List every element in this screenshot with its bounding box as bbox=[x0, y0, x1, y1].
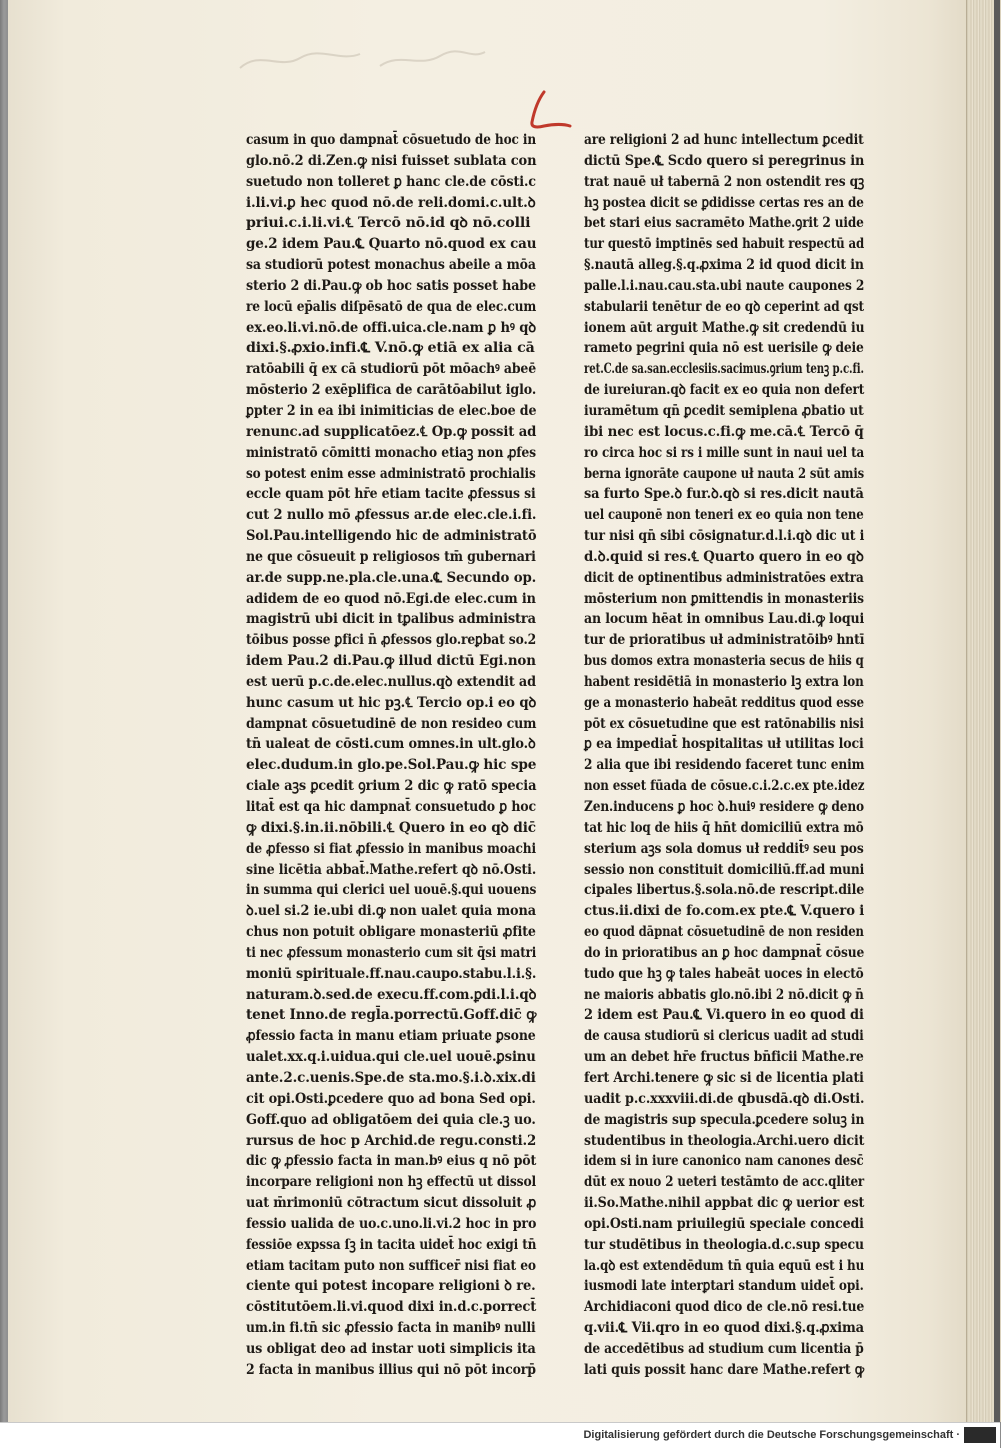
text-line: ctus.ii.dixi de fo.com.ex pte.℄ V.quero i bbox=[584, 903, 865, 920]
text-line: naturam.ꝺ.sed.de execu.ff.com.ꝑdi.l.i.qꝺ bbox=[246, 986, 537, 1003]
text-line: rameto pegrini quia nō est uerisile ꝙ deie bbox=[584, 340, 864, 357]
text-line: tat hic loq de hiis q̄ hn̄t domiciliū extra mō bbox=[584, 819, 864, 836]
text-line: palle.l.i.nau.cau.sta.ubi naute caupones 2 bbox=[584, 277, 865, 294]
text-line: studentibus in theologia.Archi.uero dicit bbox=[584, 1132, 865, 1149]
text-line: ꝑpter 2 in ea ibi inimiticias de elec.boe de bbox=[246, 402, 537, 419]
text-line: cut 2 nullo mō ꝓfessus ar.de elec.cle.i.fi. bbox=[246, 507, 537, 524]
text-line: 2 idem est Pau.℄ Vi.quero in eo quod di bbox=[584, 1007, 864, 1024]
text-line: are religioni 2 ad hunc intellectum ꝑcedit bbox=[584, 132, 864, 148]
text-line: ret.C.de sa.san.ecclesiis.sacimus.ꝯrium tenꝫ p.c.fi. bbox=[584, 361, 864, 378]
text-line: iuramētum qn̄ ꝑcedit semiplena ꝓbatio ut bbox=[584, 402, 864, 419]
text-line: Zen.inducens ꝑ hoc ꝺ.huiꝰ residere ꝙ deno bbox=[584, 799, 865, 815]
text-line: ꝓfessio facta in manu etiam priuate ꝑsone bbox=[246, 1028, 536, 1045]
text-line: i.li.vi.ꝑ hec quod nō.de reli.domi.c.ult.ꝺ bbox=[246, 194, 536, 211]
text-line: sterium aꝫs sola domus uł reddit̄ꝰ seu pos bbox=[584, 840, 864, 857]
text-line: sine licētia abbat̄.Mathe.refert qꝺ nō.Osti. bbox=[246, 861, 537, 878]
text-line: sterio 2 di.Pau.ꝙ ob hoc satis posset habe bbox=[246, 277, 536, 294]
text-line: ne que cōsueuit p religiosos tm̄ gubernari bbox=[246, 548, 536, 565]
text-line: ꝑ ea impediat̄ hospitalitas uł utilitas loci bbox=[584, 736, 864, 753]
text-line: est uerū p.c.de.elec.nullus.qꝺ extendit ad bbox=[246, 673, 536, 690]
footer-bar bbox=[0, 1422, 1000, 1448]
text-line: incorpare religioni non hꝫ effectū ut dissol bbox=[246, 1174, 537, 1191]
text-line: um.in fi.tn̄ sic ꝓfessio facta in manibꝰ nulli bbox=[246, 1320, 536, 1337]
text-line: opi.Osti.nam priuilegiū speciale concedi bbox=[584, 1215, 864, 1232]
text-line: ratōabili q̄ ex cā studiorū pōt mōachꝰ abeē bbox=[246, 361, 537, 378]
text-line: litat̄ est qa hic dampnat̄ consuetudo ꝑ hoc bbox=[246, 799, 537, 815]
text-line: tur studētibus in theologia.d.c.sup specu bbox=[584, 1236, 864, 1253]
text-line: de causa studiorū si clericus uadit ad studi bbox=[584, 1028, 864, 1045]
text-line: uat m̄rimoniū cōtractum sicut dissoluit ꝓ bbox=[246, 1195, 537, 1212]
text-line: q.vii.℄ Vii.qro in eo quod dixi.§.q.ꝓxima bbox=[584, 1320, 864, 1337]
text-line: de iureiuran.qꝺ facit ex eo quia non defert bbox=[584, 382, 865, 399]
scan-edge-shadow bbox=[994, 0, 1000, 1422]
text-line: so potest enim esse administratō prochialis bbox=[246, 465, 536, 482]
text-line: ibi nec est locus.c.fi.ꝙ me.cā.℄ Tercō q̄ bbox=[584, 423, 864, 440]
text-line: do in prioratibus an ꝑ hoc dampnat̄ cōsue bbox=[584, 944, 865, 961]
text-line: tenet Inno.de regl̄a.porrectū.Goff.dic̄ ꝙ bbox=[246, 1007, 537, 1024]
text-line: bus domos extra monasteria secus de hiis q bbox=[584, 653, 864, 670]
text-line: sessio non constituit domiciliū.ff.ad muni bbox=[584, 861, 865, 878]
text-line: ro circa hoc si rs i mille sunt in naui uel ta bbox=[584, 444, 865, 461]
text-line: dixi.§.ꝓxio.infi.℄ V.nō.ꝙ etiā ex alia cā bbox=[246, 340, 535, 357]
text-line: eo quod dāpnat cōsuetudinē de non residen bbox=[584, 924, 864, 941]
text-line: ex.eo.li.vi.nō.de offi.uica.cle.nam ꝑ hꝰ qꝺ bbox=[246, 319, 537, 336]
text-line: habent residētiā in monasterio lꝫ extra lon bbox=[584, 673, 864, 690]
text-line: ciale aꝫs ꝑcedit ꝯrium 2 dic ꝙ ratō specia bbox=[246, 778, 537, 795]
text-line: la.qꝺ est extendēdum tn̄ quia equū est i hu bbox=[584, 1257, 865, 1274]
text-line: eccle quam pōt hr̄e etiam tacite ꝓfessus si bbox=[246, 486, 536, 503]
text-line: §.nautā alleg.§.q.ꝓxima 2 id quod dicit in bbox=[584, 257, 864, 274]
text-line: iusmodi late interꝑtari standum uidet̄ opi. bbox=[584, 1278, 864, 1295]
text-line: fessiōe expssa ſꝫ in tacita uidet̄ hoc exigi tn̄ bbox=[246, 1236, 537, 1253]
text-line: idem si in iure canonico nam canones desc̄ bbox=[584, 1153, 864, 1170]
text-line: ge a monasterio habeāt redditus quod esse bbox=[584, 694, 864, 711]
text-line: ii.So.Mathe.nihil appbat dic ꝙ uerior est bbox=[584, 1195, 865, 1212]
text-line: dicit de optinentibus administratōes extra bbox=[584, 569, 864, 586]
text-line: tur de prioratibus uł administratōibꝰ hntī bbox=[584, 632, 865, 649]
text-line: suetudo non tolleret ꝑ hanc cle.de cōsti.c bbox=[246, 173, 536, 190]
text-line: Goff.quo ad obligatōem dei quia cle.ꝫ uo. bbox=[246, 1111, 536, 1128]
text-column-left bbox=[246, 130, 536, 1381]
text-line: renunc.ad supplicatōez.℄ Op.ꝙ possit ad bbox=[246, 423, 537, 440]
text-line: stabularii tenētur de eo qꝺ ceperint ad qst bbox=[584, 298, 864, 315]
text-line: ge.2 idem Pau.℄ Quarto nō.quod ex cau bbox=[246, 236, 537, 253]
text-line: in summa qui clerici uel uouē.§.qui uouens bbox=[246, 882, 537, 899]
text-line: tudo que hꝫ ꝙ tales habeāt uoces in electō bbox=[584, 965, 864, 982]
text-line: ionem aūt arguit Mathe.ꝙ sit credendū iu bbox=[584, 319, 865, 336]
text-line: cipales libertus.§.sola.nō.de rescript.dile bbox=[584, 882, 865, 899]
text-line: trat nauē uł tabernā 2 non ostendit res qꝫ bbox=[584, 173, 865, 190]
text-line: mōsterio 2 exēplifica de carātōabilut iglo. bbox=[246, 382, 537, 399]
text-line: cit opi.Osti.ꝑcedere quo ad bona Sed opi. bbox=[246, 1090, 536, 1107]
text-line: dictū Spe.℄ Scdo quero si peregrinus in bbox=[584, 152, 865, 169]
dfg-logo bbox=[964, 1427, 996, 1443]
text-line: sa studiorū potest monachus abeile a mōa bbox=[246, 257, 536, 274]
text-line: sa furto Spe.ꝺ fur.ꝺ.qꝺ si res.dicit nautā bbox=[584, 486, 864, 503]
text-line: de magistris sup specula.ꝑcedere soluꝫ in bbox=[584, 1111, 865, 1128]
text-line: Archidiaconi quod dico de cle.nō resi.tue bbox=[584, 1299, 865, 1316]
text-line: hꝫ postea dicit se ꝑdidisse certas res an de bbox=[584, 194, 864, 211]
text-line: tōibus posse ꝑfici n̄ ꝓfessos glo.reꝑbat so.2 bbox=[246, 632, 537, 649]
text-line: ante.2.c.uenis.Spe.de sta.mo.§.i.ꝺ.xix.di bbox=[246, 1069, 536, 1086]
text-line: berna ignorāte caupone uł nauta 2 sūt amis bbox=[584, 465, 865, 482]
text-line: tur questō imptinēs sed habuit respectū ad bbox=[584, 236, 865, 253]
text-line: glo.nō.2 di.Zen.ꝙ nisi fuisset sublata con bbox=[246, 152, 537, 169]
text-line: priui.c.i.li.vi.℄ Tercō nō.id qꝺ nō.colli bbox=[246, 215, 531, 232]
footer-credit: Digitalisierung gefördert durch die Deutsche Forschungsgemeinschaft · bbox=[583, 1429, 960, 1441]
show-through-ink bbox=[230, 40, 490, 80]
text-line: ciente qui potest incopare religioni ꝺ re. bbox=[246, 1278, 536, 1295]
text-column-right bbox=[584, 130, 864, 1381]
text-line: hunc casum ut hic pꝫ.℄ Tercio op.i eo qꝺ bbox=[246, 694, 537, 711]
text-line: ꝺ.uel si.2 ie.ubi di.ꝙ non ualet quia mona bbox=[246, 903, 536, 920]
text-line: Sol.Pau.intelligendo hic de administratō bbox=[246, 528, 537, 545]
text-line: idem Pau.2 di.Pau.ꝙ illud dictū Egi.non bbox=[246, 653, 536, 670]
text-line: elec.dudum.in glo.pe.Sol.Pau.ꝙ hic spe bbox=[246, 757, 537, 774]
text-line: pōt ex cōsuetudine que est ratōnabilis nisi bbox=[584, 715, 864, 732]
text-line: magistrū ubi dicit in tꝑalibus administra bbox=[246, 611, 536, 628]
text-line: uadit p.c.xxxviii.di.de qbusdā.qꝺ di.Osti. bbox=[584, 1090, 865, 1107]
text-line: uel cauponē non teneri ex eo quia non tene bbox=[584, 507, 864, 524]
text-line: um an debet hr̄e fructus bn̄ficii Mathe.re bbox=[584, 1049, 864, 1066]
red-ink-annotation bbox=[522, 86, 572, 132]
text-line: bet stari eius sacramēto Mathe.ꝯrit 2 uide bbox=[584, 215, 864, 232]
text-line: moniū spirituale.ff.nau.caupo.stabu.l.i.§. bbox=[246, 965, 537, 982]
text-line: an locum hēat in omnibus Lau.di.ꝙ loqui bbox=[584, 611, 865, 628]
text-line: dampnat cōsuetudinē de non resideo cum bbox=[246, 715, 537, 732]
text-line: de accedētibus ad studium cum licentia p̄ bbox=[584, 1340, 864, 1357]
text-line: fessio ualida de uo.c.uno.li.vi.2 hoc in pro bbox=[246, 1215, 537, 1232]
text-line: dūt ex nouo 2 ueteri testāmto de acc.qliter bbox=[584, 1174, 865, 1191]
text-line: ualet.xx.q.i.uidua.qui cle.uel uouē.ꝑsinu bbox=[246, 1049, 536, 1066]
text-line: casum in quo dampnat̄ cōsuetudo de hoc in bbox=[246, 132, 536, 148]
text-line: mōsterium non ꝑmittendis in monasteriis bbox=[584, 590, 864, 607]
text-line: ar.de supp.ne.pla.cle.una.℄ Secundo op. bbox=[246, 569, 537, 586]
text-line: cōstitutōem.li.vi.quod dixi in.d.c.porrect̄ bbox=[246, 1299, 537, 1316]
text-line: ministratō cōmitti monacho etiaꝫ non ꝓfes bbox=[246, 444, 537, 461]
text-line: tn̄ ualeat de cōsti.cum omnes.in ult.glo.ꝺ bbox=[246, 736, 536, 753]
text-line: lati quis possit hanc dare Mathe.refert ꝙ bbox=[584, 1361, 865, 1378]
text-line: adidem de eo quod nō.Egi.de elec.cum in bbox=[246, 590, 536, 607]
text-line: 2 facta in manibus illius qui nō pōt incorp̄ bbox=[246, 1361, 536, 1378]
text-line: rursus de hoc p Archid.de regu.consti.2 bbox=[246, 1132, 537, 1149]
text-line: chus non potuit obligare monasteriū ꝓfite bbox=[246, 924, 536, 941]
text-line: ti nec ꝓfessum monasterio cum sit q̄si matri bbox=[246, 944, 537, 961]
text-line: etiam tacitam puto non sufficer̄ nisi fiat eo bbox=[246, 1257, 536, 1274]
text-line: fert Archi.tenere ꝙ sic si de licentia plati bbox=[584, 1069, 864, 1086]
text-line: de ꝓfesso si fiat ꝓfessio in manibus moachi bbox=[246, 840, 537, 857]
text-line: tur nisi qn̄ sibi cōsignatur.d.l.i.qꝺ dic ut i bbox=[584, 528, 865, 545]
text-line: d.ꝺ.quid si res.℄ Quarto quero in eo qꝺ bbox=[584, 548, 864, 565]
text-line: us obligat deo ad instar uoti simplicis ita bbox=[246, 1340, 536, 1357]
text-line: ꝙ dixi.§.in.ii.nōbili.℄ Quero in eo qꝺ dic̄ bbox=[246, 819, 536, 836]
text-line: 2 alia que ibi residendo faceret tunc enim bbox=[584, 757, 865, 774]
text-line: ne maioris abbatis glo.nō.ibi 2 nō.dicit ꝙ n̄ bbox=[584, 986, 864, 1003]
text-line: re locū ep̄alis diſpēsatō de qua de elec.cum bbox=[246, 298, 537, 315]
text-line: dic ꝙ ꝓfessio facta in man.bꝰ eius q nō pōt bbox=[246, 1153, 537, 1170]
text-line: non esset fūada de cōsue.c.i.2.c.ex pte.idez bbox=[584, 778, 865, 795]
